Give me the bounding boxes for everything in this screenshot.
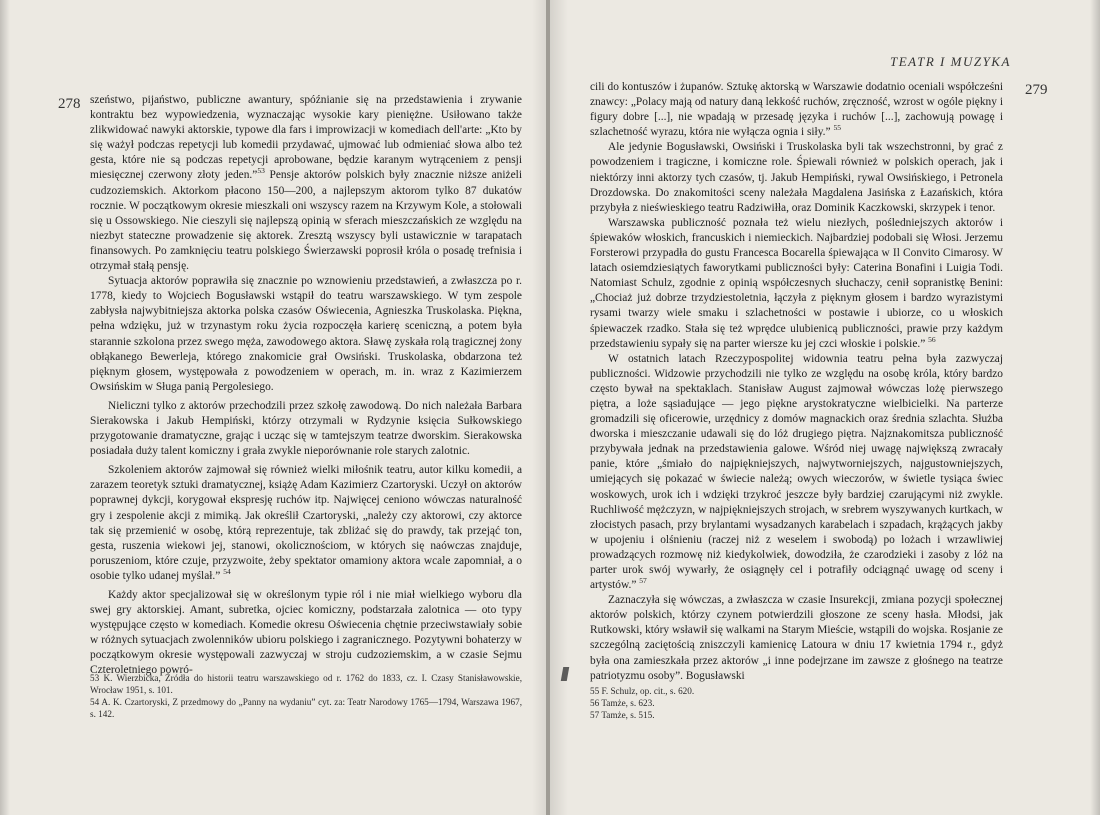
footnote-ref-56[interactable]: 56	[928, 334, 936, 344]
left-body-text	[90, 93, 522, 679]
paragraph-4: Szkoleniem aktorów zajmował się również wielki miłośnik teatru, autor kilku komedii, a zarazem teoretyk sztuki dramatycznej, książę Adam Kazimierz Czartoryski. Uczył on aktorów poprawnej dykcji, korygował ekspresję ruchów itp. Najwięcej ceniono wówczas naturalność gry i zespolenie akcji z mimiką. Jak określił Czartoryski, „należy czy aktorowi, czy aktorce tak się przemienić w osobę, którą reprezentuje, tak zbliżać się do prawdy, tak przejąć ton, gesta, ruszenia wiekowi jej, stanowi, okolicznościom, w których się naówczas znajduje, poruszeniom, które czuje, przyzwoite, żeby spektator omamiony aktora wcale zapomniał, a o osobie tylko udanej myślał.” $^{54}$	[90, 464, 522, 582]
paragraph-3: Warszawska publiczność poznała też wielu niezłych, pośledniejszych aktorów i śpiewaków włoskich, francuskich i niemieckich. Najbardziej podobali się Włosi. Jerzemu Forsterowi przypadła do gustu Francesca Bocarella śpiewająca w Il Convito Cimarosy. W latach osiemdziesiątych faworytkami publiczności były: Caterina Bonafini i Luigia Todi. Natomiast Schulz, zgodnie z opinią współczesnych słuchaczy, cenił sopranistkę Benini: „Chociaż już dobrze trzydziestoletnia, łączyła z pięknym głosem i bardzo wyrazistymi rysami twarzy wiele smaku i szlachetności w postawie i ubiorze, co u włoskich śpiewaczek rzadko. Stała się też wprędce ulubienicą publiczności, prawie przy każdym przedstawieniu sypały się na parter wiersze ku jej czci włoskie i polskie.” $^{56}$	[590, 216, 1003, 350]
page-number-left: 278	[58, 96, 81, 112]
paragraph-3: Nieliczni tylko z aktorów przechodzili przez szkołę zawodową. Do nich należała Barbara Sierakowska i Jakub Hempiński, którzy otrzymali w Rydzynie księcia Sułkowskiego przygotowanie dramatyczne, grając i ucząc się w tamtejszym teatrze dworskim. Sierakowska posiadała duży talent komiczny i grała zwykle nieporównanie role starych zalotnic.	[90, 399, 522, 458]
page-number-right: 279	[1025, 82, 1048, 98]
footnote-ref-53[interactable]: 53	[257, 166, 265, 176]
left-footnotes	[90, 672, 522, 720]
paragraph-5: Zaznaczyła się wówczas, a zwłaszcza w czasie Insurekcji, zmiana pozycji społecznej aktorów polskich, którzy czynem potwierdzili głoszone ze sceny hasła. Młodsi, jak Rutkowski, który wsławił się walkami na Starym Mieście, wstąpili do wojska. Rosjanie ze szczególną zaciętością zniszczyli kamienicę Latoura w dniu 17 kwietnia 1794 r., gdyż była ona zamieszkała przez aktorów „i inne podejrzane im zawsze z głośnego na teatrze patriotyzmu osoby”. Bogusławski	[590, 594, 1003, 682]
footnote-ref-57[interactable]: 57	[639, 576, 647, 586]
footnote-57: 57 Tamże, s. 515.	[590, 710, 655, 720]
paragraph-1: szeństwo, pijaństwo, publiczne awantury, spóźnianie się na przedstawienia i zrywanie kontraktu bez wypowiedzenia, wyznaczając wysokie kary pieniężne. Usiłowano także zlikwidować nawyki aktorskie, typowe dla fars i improwizacji w komediach dell'arte: „Kto by się ważył podczas repetycji lub komedii przydawać, ujmować lub odmieniać słowa albo też gesta, które nie są podczas repetycji aprobowane, będzie karanym wytrąceniem z pensji miesięcznej czerwony złoty jeden.”$^{53}$ Pensje aktorów polskich były znacznie niższe aniżeli cudzoziemskich. Aktorkom płacono 150—200, a najlepszym aktorom tylko 87 dukatów rocznie. W początkowym okresie mieszkali oni wszyscy razem na Krzywym Kole, a stołowali się u Ossowskiego. Nie cieszyli się najlepszą opinią w sferach mieszczańskich ze względu na niezbyt stateczne prowadzenie się aktorek. Zresztą wszyscy byli ustawicznie w tarapatach finansowych. Po zamknięciu teatru polskiego Świerzawski poprosił króla o posadę trefnisia i otrzymał stałą pensję.	[90, 94, 522, 273]
footnote-54: 54 A. K. Czartoryski, Z przedmowy do „Panny na wydaniu” cyt. za: Teatr Narodowy 1765—1794, Warszawa 1967, s. 142.	[90, 697, 522, 719]
paragraph-5: Każdy aktor specjalizował się w określonym typie ról i nie miał wielkiego wyboru dla swej gry aktorskiej. Amant, subretka, ojciec komiczny, podstarzała zalotnica — oto typy występujące często w komediach. Komedie okresu Oświecenia chętnie przeciwstawiały sobie w różnych sytuacjach zwolenników ubioru polskiego i zagranicznego. Pozytywni bohaterzy w początkowym okresie występowali zazwyczaj w stroju cudzoziemskim, a w czasie Sejmu Czteroletniego powró-	[90, 589, 522, 677]
footnote-ref-55[interactable]: 55	[833, 123, 841, 133]
right-body-text	[590, 80, 1003, 684]
paragraph-4: W ostatnich latach Rzeczypospolitej widownia teatru pełna była zazwyczaj publiczności. Widzowie przychodzili nie tylko ze względu na osobę króla, który bardzo często bywał na spektaklach. Stanisław August zajmował wówczas lożę pierwszego piętra, a loże sąsiadujące — jego piękne arystokratyczne wielbicielki. Na parterze gromadzili się oficerowie, urzędnicy z domów magnackich oraz średnia szlachta. Służba dworska i mieszczanie udawali się do lóż drugiego piętra. Najznakomitsza publiczność przybywała jednak na przedstawienia galowe. Wśród niej uwagę największą zwracały panie, które „śmiało do najpiękniejszych, najwytworniejszych, najgustowniejszych, umiejących się pokazać w świecie należą; owych wieczorów, w świetle tysiąca świec woskowych, urok ich i wdzięki trzykroć jeszcze były bardziej czarującymi niż zwykle. Ruchliwość mężczyzn, w najpiękniejszych strojach, w srebrem wyszywanych kurtkach, w złocistych pasach, przy brylantami wysadzanych karabelach i szpadach, krążących jakby w upojeniu i olśnieniu (raczej niż z weselem i swobodą) po lożach i wrzawliwiej prowadzących rozmowę niż kiedykolwiek, dowodziła, że czarodzieki i zasoby z lóż na parter urok swój wywarły, że osiągnęły cel i potrafiły odciągnąć uwagę od sceny i artystów.” $^{57}$	[590, 352, 1003, 592]
footnote-56: 56 Tamże, s. 623.	[590, 698, 655, 708]
paragraph-2: Ale jedynie Bogusławski, Owsiński i Truskolaska byli tak wszechstronni, by grać z powodzeniem i tragiczne, i komiczne role. Śpiewali również w polskich operach, jak i niektórzy inni aktorzy tych czasów, tj. Jakub Hempiński, rywal Owsińskiego, i Petronela Drozdowska. Do znakomitości sceny należała Magdalena Jasińska z Łazańskich, która przybyła z nieświeskiego teatru Radziwiłła, oraz Dominik Kaczkowski, skrzypek i tenor.	[590, 141, 1003, 214]
page-shadow	[0, 0, 10, 815]
right-page	[550, 0, 1100, 815]
paragraph-2: Sytuacja aktorów poprawiła się znacznie po wznowieniu przedstawień, a zwłaszcza po r. 1778, kiedy to Wojciech Bogusławski wstąpił do teatru warszawskiego. W tym zespole zabłysła najwybitniejsza aktorka polska czasów Oświecenia, Agnieszka Truskolaska. Piękna, pełna wdzięku, już w trzynastym roku życia rozpoczęła karierę sceniczną, a potem była starannie szkolona przez swego męża, zawodowego aktora. Sławę zyskała rolą tragicznej żony obłąkanego Bewerleja, którego znakomicie grał Owsiński. Truskolaska, obdarzona też pięknym głosem, występowała z powodzeniem w operach, m. in. wraz z Kazimierzem Owsińskim w Sługa panią Pergolesiego.	[90, 275, 522, 393]
right-footnotes	[590, 685, 1003, 721]
gutter-shadow	[550, 0, 568, 815]
page-shadow	[1090, 0, 1100, 815]
footnote-55: 55 F. Schulz, op. cit., s. 620.	[590, 686, 695, 696]
paragraph-1: cili do kontuszów i żupanów. Sztukę aktorską w Warszawie dodatnio oceniali współcześni znawcy: „Polacy mają od natury daną lekkość ruchów, zręczność, wzrost w ogóle piękny i figury dobre [...], nie wpadają w przesadę języka i ruchów [...], zachowują powagę i szlachetność wyrazu, która nie wyłącza ognia i siły.” $^{55}$	[590, 81, 1003, 139]
running-head: TEATR I MUZYKA	[890, 54, 1011, 69]
footnote-ref-54[interactable]: 54	[223, 567, 231, 577]
footnote-53: 53 K. Wierzbicka, Źródła do historii teatru warszawskiego od r. 1762 do 1833, cz. I. Czasy Stanisławowskie, Wrocław 1951, s. 101.	[90, 673, 522, 695]
